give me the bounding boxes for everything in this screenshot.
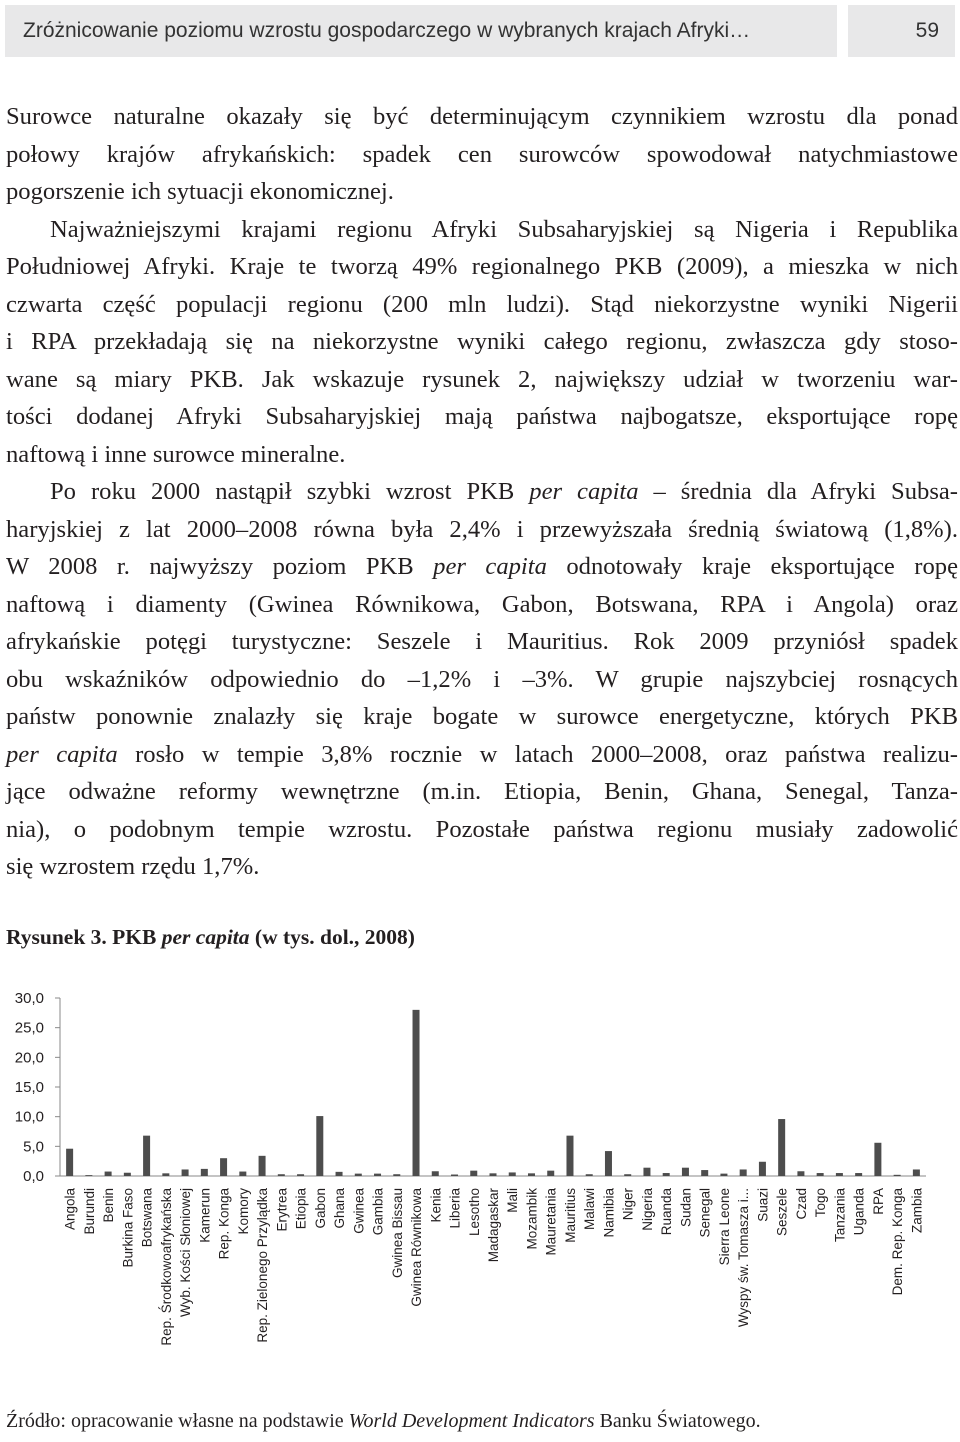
x-tick-label: Komory (235, 1188, 251, 1235)
x-tick-label: Gambia (370, 1188, 386, 1236)
x-tick-label: Benin (101, 1188, 117, 1223)
bar (682, 1168, 689, 1176)
bar (278, 1174, 285, 1176)
x-tick-label: Mali (505, 1188, 521, 1213)
x-tick-label: Ghana (332, 1188, 348, 1229)
bar (85, 1175, 92, 1176)
text-line: połowy krajów afrykańskich: spadek cen surowców spowodował natychmiastowe (6, 140, 958, 168)
x-tick-label: Gwinea (351, 1188, 367, 1234)
bar (836, 1173, 843, 1176)
text-line: państw ponownie znalazły się kraje bogate w surowce energetyczne, których PKB (6, 703, 958, 730)
bar (201, 1169, 208, 1176)
y-tick-label: 0,0 (23, 1168, 44, 1185)
bar (797, 1171, 804, 1176)
x-tick-label: Lesotho (466, 1188, 482, 1237)
x-tick-label: Nigeria (639, 1188, 655, 1231)
x-tick-label: Etiopia (293, 1188, 309, 1230)
bar (586, 1174, 593, 1176)
text-line: pogorszenie ich sytuacji ekonomicznej. (6, 178, 394, 205)
y-tick-label: 10,0 (14, 1108, 44, 1126)
bar (913, 1169, 920, 1176)
text-line: Surowce naturalne okazały się być determinującym czynnikiem wzrostu dla ponad (6, 103, 958, 130)
page-number: 59 (915, 19, 939, 42)
x-tick-label: Kamerun (197, 1188, 213, 1243)
x-tick-label: Seszele (774, 1188, 790, 1237)
x-tick-label: Erytrea (274, 1188, 290, 1232)
text-line: per capita rosło w tempie 3,8% rocznie w latach 2000–2008, oraz państwa realizu- (6, 740, 958, 768)
x-tick-label: Mozambik (524, 1188, 540, 1250)
bar (663, 1173, 670, 1176)
x-tick-label: Wyb. Kości Słoniowej (178, 1188, 194, 1317)
bar (855, 1173, 862, 1176)
bar (66, 1149, 73, 1176)
bar (547, 1171, 554, 1176)
figure-source: Źródło: opracowanie własne na podstawie World Development Indicators Banku Światowego. (6, 1410, 761, 1432)
x-tick-label: Rep. Zielonego Przylądka (255, 1188, 271, 1343)
bar (316, 1116, 323, 1176)
x-tick-label: Suazi (755, 1188, 771, 1222)
bar (605, 1151, 612, 1176)
y-tick-label: 25,0 (14, 1019, 44, 1037)
x-tick-label: Liberia (447, 1188, 463, 1229)
bar (374, 1174, 381, 1176)
bar (124, 1173, 131, 1176)
bar (566, 1136, 573, 1176)
x-tick-label: Czad (793, 1188, 809, 1220)
bar (355, 1174, 362, 1176)
bar (624, 1174, 631, 1176)
text-line: czwarta część populacji regionu (200 mln ludzi). Stąd niekorzystne wyniki Nigerii (6, 290, 958, 318)
bar (643, 1168, 650, 1176)
y-tick-label: 30,0 (14, 990, 44, 1007)
bar (509, 1172, 516, 1176)
text-line: Południowej Afryki. Kraje te tworzą 49% regionalnego PKB (2009), a mieszka w nich (6, 253, 958, 280)
x-tick-label: Rep. Konga (216, 1188, 232, 1260)
x-tick-label: RPA (870, 1188, 886, 1215)
x-tick-label: Rep. Środkowoafrykańska (158, 1188, 174, 1346)
x-tick-label: Burundi (81, 1188, 97, 1235)
text-line: tości dodanej Afryki Subsaharyjskiej mają państwa najbogatsze, eksportujące ropę (6, 403, 958, 430)
text-line: wane są miary PKB. Jak wskazuje rysunek 2, największy udział w tworzeniu war- (6, 365, 958, 393)
bar (105, 1172, 112, 1176)
running-header-title: Zróżnicowanie poziomu wzrostu gospodarczego w wybranych krajach Afryki… (23, 19, 751, 42)
bar (182, 1169, 189, 1176)
text-line: obu wskaźników odpowiednio do –1,2% i –3%. W grupie najszybciej rosnących (6, 665, 958, 693)
bar (259, 1156, 266, 1176)
text-line: Najważniejszymi krajami regionu Afryki Subsaharyjskiej są Nigeria i Republika (50, 215, 958, 243)
text-line: naftową i diamenty (Gwinea Równikowa, Gabon, Botswana, RPA i Angola) oraz (6, 590, 958, 618)
bar (413, 1010, 420, 1176)
x-tick-label: Angola (62, 1188, 78, 1231)
bar (297, 1174, 304, 1176)
bar (701, 1170, 708, 1176)
x-tick-label: Dem. Rep. Konga (890, 1188, 906, 1296)
y-tick-label: 5,0 (23, 1138, 44, 1156)
text-line: afrykańskie potęgi turystyczne: Seszele i Mauritius. Rok 2009 przyniósł spadek (6, 628, 958, 655)
body-text (6, 98, 958, 886)
x-tick-label: Togo (813, 1188, 829, 1218)
x-tick-label: Namibia (601, 1188, 617, 1238)
x-tick-label: Mauritius (562, 1188, 578, 1243)
x-tick-label: Botswana (139, 1188, 155, 1248)
page-number-box (848, 5, 955, 57)
x-tick-label: Gwinea Bissau (389, 1188, 405, 1279)
bar (239, 1172, 246, 1176)
bar (490, 1173, 497, 1176)
bar (874, 1143, 881, 1176)
text-line: W 2008 r. najwyższy poziom PKB per capita odnotowały kraje eksportujące ropę (6, 553, 959, 580)
bar (220, 1158, 227, 1176)
text-line: Po roku 2000 nastąpił szybki wzrost PKB per capita – średnia dla Afryki Subsa- (50, 478, 958, 505)
text-line: nia), o podobnym tempie wzrostu. Pozostałe państwa regionu musiały zadowolić (6, 815, 958, 843)
bar (393, 1174, 400, 1176)
bar (740, 1169, 747, 1176)
figure-caption: Rysunek 3. PKB per capita (w tys. dol., 2008) (6, 925, 415, 949)
x-tick-label: Sierra Leone (716, 1188, 732, 1266)
x-tick-label: Mauretania (543, 1188, 559, 1256)
text-line: i RPA przekładają się na niekorzystne wyniki całego regionu, zwłaszcza gdy stoso- (6, 328, 958, 355)
bar (432, 1171, 439, 1176)
bar (817, 1173, 824, 1176)
y-tick-label: 20,0 (14, 1049, 44, 1067)
x-tick-label: Madagaskar (486, 1188, 501, 1263)
x-tick-label: Wyspy św. Tomasza i... (736, 1188, 752, 1328)
bar (451, 1175, 458, 1176)
x-tick-label: Senegal (697, 1188, 713, 1238)
x-tick-label: Gabon (312, 1188, 328, 1229)
text-line: się wzrostem rzędu 1,7%. (6, 853, 260, 880)
bar (336, 1172, 343, 1176)
text-line: haryjskiej z lat 2000–2008 równa była 2,4% i przewyższała średnią światową (1,8%). (6, 515, 958, 543)
x-tick-label: Niger (620, 1188, 636, 1221)
bar (759, 1162, 766, 1176)
x-tick-label: Ruanda (659, 1188, 675, 1236)
x-tick-label: Malawi (582, 1188, 598, 1231)
bar (894, 1175, 901, 1176)
x-tick-label: Gwinea Równikowa (409, 1188, 425, 1307)
text-line: jące odważne reformy wewnętrzne (m.in. Etiopia, Benin, Ghana, Senegal, Tanza- (6, 778, 958, 805)
x-tick-label: Uganda (851, 1188, 867, 1236)
bar (778, 1119, 785, 1176)
y-tick-label: 15,0 (14, 1079, 44, 1096)
running-header (5, 5, 837, 57)
x-tick-label: Burkina Faso (120, 1188, 136, 1268)
bar (528, 1173, 535, 1176)
text-line: naftową i inne surowce mineralne. (6, 440, 346, 468)
bar-chart (0, 982, 960, 1392)
bar (720, 1174, 727, 1176)
x-tick-label: Sudan (678, 1188, 694, 1228)
bar (143, 1136, 150, 1176)
bar (470, 1171, 477, 1176)
x-tick-label: Zambia (909, 1188, 925, 1234)
x-tick-label: Kenia (428, 1188, 444, 1223)
x-tick-label: Tanzania (832, 1188, 848, 1243)
bar (162, 1173, 169, 1176)
